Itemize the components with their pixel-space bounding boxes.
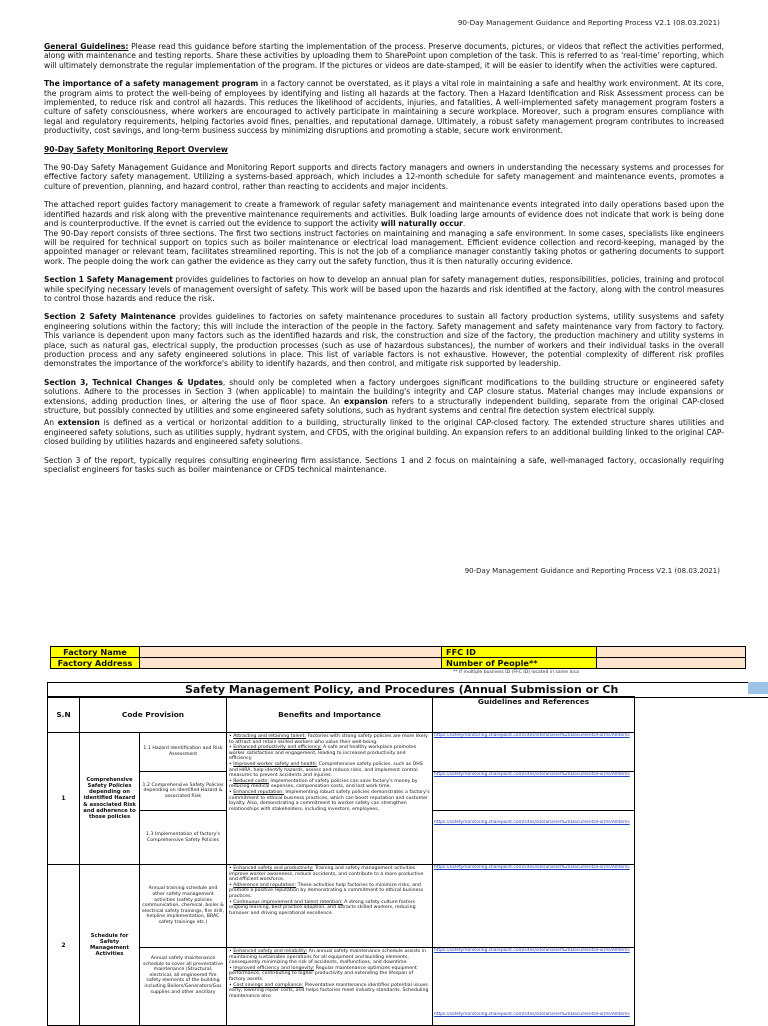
header-benefits: Benefits and Importance — [226, 696, 433, 733]
guidance-text — [44, 42, 724, 483]
row1-sub-2: 1.2 Comprehensive Safety Policies depending on identified Hazard & associated Risk — [139, 771, 227, 811]
section3-paragraph: Section 3, Technical Changes & Updates, should only be completed when a factory undergoes significant modifications to the building structure or engineered safety solutions. Adhere to the processes in Section 3 (when applicable) to maintain the building's integrity and CAP closure status. Material changes may include expansions or extensions, adding production lines, or altering the use of floor space. An expansion refers to a structurally independent building, separate from the original CAP-closed structure, but possibly connected by utilities and some engineered safety solutions, such as hydrant systems and central fire detection system electrical supply. — [44, 377, 725, 415]
guideline-link[interactable]: https://safetymonitoring.sharepoint.com/sites/site/Shared%20Documents/Forms/AllItems — [434, 820, 630, 825]
benefit-item: • Adherence and reputation: These activities help factories to minimize risks, and promote a positive reputation by demonstrating a commitment to ethical business practices. — [229, 882, 424, 899]
benefit-item: • Enhanced reputation: Implementing robust safety policies demonstrates a factory's commitment to ethical business practices, which can boost reputation and customer loyalty. Also, demonstrating a commitment to worker safety can strengthen relationships with stakeholders, including investors, employees, — [229, 789, 430, 812]
policy-table — [47, 696, 768, 1024]
factory-name-field[interactable] — [140, 647, 442, 658]
guideline-link[interactable]: https://safetymonitoring.sharepoint.com/sites/site/Shared%20Documents/Forms/AllItems — [434, 733, 630, 738]
benefit-item: • Enhanced safety and reliability: An annual safety maintenance schedule assists in maintaining sustainable operations for all equipment and building elements, consequently minimizing the risk of accidents, malfunctions, and downtime. — [229, 949, 426, 966]
row1-guideline-1 — [432, 732, 635, 772]
factory-name-label: Factory Name — [51, 647, 140, 658]
row1-sn: 1 — [47, 732, 80, 865]
multi-business-note: ** If multiple business ID (FFC ID) located in same loca — [453, 670, 579, 675]
header-guidelines: Guidelines and References — [432, 696, 635, 733]
ffc-id-label: FFC ID — [442, 647, 597, 658]
ffc-id-field[interactable] — [597, 647, 746, 658]
benefit-item: • Attracting and retaining talent: Factories with strong safety policies are more likely to attract and retain skilled workers who value their well-being. — [229, 734, 428, 745]
factory-info-table — [50, 646, 746, 669]
benefit-item: • Enhanced safety and productivity: Training and safety management activities improve worker awareness, reduce accidents, and contribute to a more productive and efficient workforce. — [229, 866, 424, 883]
benefit-item: • Improved efficiency and longevity: Regular maintenance optimizes equipment performance, contributing to higher productivity and extending the lifespan of factory assets. — [229, 965, 417, 982]
guideline-link[interactable]: https://safetymonitoring.sharepoint.com/sites/site/Shared%20Documents/Forms/AllItems — [434, 948, 630, 953]
factory-address-label: Factory Address — [51, 658, 140, 669]
page-header: 90-Day Management Guidance and Reporting Process V2.1 (08.03.2021) — [457, 18, 720, 27]
benefit-item: • Improved worker safety and health: Comprehensive safety policies, such as OHS and HIRA, help identify hazards, assess and reduce risks, and implement control measures to prevent accidents and injuries. — [229, 761, 423, 779]
guideline-link[interactable]: https://safetymonitoring.sharepoint.com/sites/site/Shared%20Documents/Forms/AllItems — [434, 1012, 630, 1017]
row2-sub-2: Annual safety maintenance schedule to cover all preventative maintenance (Structural, electrical, all engineered fire safety elements of the building including Boilers/Generators/Gas supplies and other ancillary — [139, 947, 227, 1026]
table-title: Safety Management Policy, and Procedures (Annual Submission or Ch — [185, 683, 619, 696]
benefit-item: • Continuous improvement and talent retention: A strong safety culture fosters ongoing learning, best practice adoption, and attracts skilled workers, reducing turnover and driving operational excellence. — [229, 899, 416, 916]
overview-paragraph: The 90-Day Safety Management Guidance and Monitoring Report supports and directs factory managers and owners in understanding the necessary systems and processes for effective factory safety management. Utilizing a systems-based approach, which includes a 12-month schedule for safety management and maintenance events, promotes a culture of prevention, planning, and hazard control, rather than reacting to accidents and major incidents. — [44, 163, 724, 191]
sections-paragraph: The 90-Day report consists of three sections. The first two sections instruct factories on maintaining and managing a safe environment. In some cases, specialists like engineers will be required for technical support on topics such as boiler maintenance or electrical load management. Efficient evidence collection and record-keeping, managed by the appointed manager or relevant team, facilitates streamlined reporting. This is not the job of a compliance manager constantly taking photos or gathering documents to support work. The people doing the work can gather the evidence as they carry out the safety function, thus it is then naturally occuring evidence. — [44, 228, 724, 266]
row2-guideline-1 — [432, 864, 635, 948]
benefit-item: • Enhanced productivity and efficiency: A safe and healthy workplace promotes worker satisfaction and engagement, leading to increased productivity and efficiency. — [229, 745, 417, 762]
row2-benefits-a — [226, 864, 433, 948]
people-count-label: Number of People** — [442, 658, 597, 669]
guideline-link[interactable]: https://safetymonitoring.sharepoint.com/sites/site/Shared%20Documents/Forms/AllItems — [434, 865, 630, 870]
row1-main-provision: Comprehensive Safety Policies depending on identified Hazard & associated Risk and adherence to those policies — [79, 732, 140, 865]
row1-sub-3: 1.3 Implementation of factory's Comprehensive Safety Policies — [139, 810, 227, 865]
benefit-item: • Cost savings and compliance: Preventative maintenance identifies potential issues early, lowering repair costs, and helps factories meet industry standards. Scheduling maintenance also — [229, 982, 429, 999]
people-count-field[interactable] — [597, 658, 746, 669]
importance-paragraph: The importance of a safety management program in a factory cannot be overstated, as it plays a vital role in maintaining a safe and healthy work environment. At its core, the program aims to protect the well-being of employees by identifying and listing all hazards at the factory. Then a Hazard Identification and Risk Assessment process can be implemented, to reduce risk and control all hazards. This reduces the likelihood of accidents, injuries, and fatalities. A well-implemented safety management program fosters a culture of safety consciousness, where workers are encouraged to actively participate in maintaining a secure workplace. Moreover, such a program ensures compliance with legal and regulatory requirements, helping factories avoid fines, penalties, and reputational damage. Ultimately, a robust safety management program contributes to increased productivity, cost savings, and long-term business success by minimizing disruptions and promoting a stable, secure work environment. — [44, 79, 724, 136]
section1-paragraph: Section 1 Safety Management provides guidelines to factories on how to develop an annual plan for safety management duties, responsibilities, policies, training and protocol while specifying necessary levels of management oversight of safety. This work will be based upon the hazards and risk identified at the factory, along with the control measures to control those hazards and reduce the risk. — [44, 275, 725, 303]
row2-sub-1: Annual training schedule and other safety management activities (safety policies communication, chemical, boiler & electrical safety trainings, fire drill, helpline implementation, BRAC safety trainings etc.) — [139, 864, 227, 948]
overview-heading: 90-Day Safety Monitoring Report Overview — [44, 144, 228, 154]
row1-benefits — [226, 732, 433, 865]
row1-sub-1: 1.1 Hazard Identification and Risk Assessment — [139, 732, 227, 772]
row1-guideline-3 — [432, 810, 635, 865]
header-sn: S.N — [47, 696, 80, 733]
header-code-provision: Code Provision — [79, 696, 227, 733]
extension-paragraph: An extension is defined as a vertical or horizontal addition to a building, structurally linked to the original CAP-closed factory. The extended structure shares utilities and engineered safety solutions, such as utilities supply, hydrant system, and CFDS, with the original building. An expansion refers to an additional building linked to the original CAP-closed building by utilities hazards and engineered safety solutions. — [44, 418, 725, 447]
benefit-item: • Reduced costs: Implementation of safety policies can save factory's money by reducing medical expenses, compensation costs, and lost work time. — [229, 778, 418, 790]
row2-benefits-b — [226, 947, 433, 1026]
factory-address-field[interactable] — [140, 658, 442, 669]
guideline-link[interactable]: https://safetymonitoring.sharepoint.com/sites/site/Shared%20Documents/Forms/AllItems — [434, 772, 630, 777]
general-guidelines: General Guidelines: Please read this guidance before starting the implementation of the process. Preserve documents, pictures, or videos that reflect the activities performed, along with maintenance and testing reports. Share these activities by uploading them to SharePoint upon completion of the task. This is referred to as 'real-time' reporting, which will ultimately demonstrate the regular implementation of the program. If the pictures or videos are date-stamped, it will be easier to identify when the activities were captured. — [44, 42, 724, 70]
last-paragraph: Section 3 of the report, typically requires consulting engineering firm assistance. Sections 1 and 2 focus on maintaining a safe, well-managed factory, occasionally requiring specialist engineers for tasks such as boiler maintenance or CFDS technical maintenance. — [44, 455, 724, 475]
row2-main-provision: Schedule for Safety Management Activities — [79, 864, 140, 1026]
row1-guideline-2 — [432, 771, 635, 811]
row2-sn: 2 — [47, 864, 80, 1026]
section2-paragraph: Section 2 Safety Maintenance provides guidelines to factories on safety maintenance procedures to sustain all factory production systems, utility susystems and safety engineering solutions within the factory; this will include the interaction of the people in the factory. Safety management and safety maintenance vary from factory to factory. This variance is dependent upon many factors such as the identified hazards and risk, the construction and size of the factory, the production machinery and utility systems in place, such as natural gas, electrical supply, the production processes (such as use of hazardous substances), the number of workers and their individual tasks in the overall production process and any safety engineered solutions in place. This list of variable factors is not exhaustive. However, the potential complexity of different risk profiles demonstrates the importance of the workforce's ability to identify hazards, and then control, and mitigate risk supported by leadership. — [44, 312, 724, 369]
page-footer: 90-Day Management Guidance and Reporting Process V2.1 (08.03.2021) — [464, 567, 720, 575]
report-paragraph: The attached report guides factory management to create a framework of regular safety management and maintenance events integrated into daily operations based upon the identified hazards and risk along with the preventive maintenance requirements and activities. Bulk loading large amounts of evidence does not indicate that work is being done and is counterproductive. If the evnet is carried out the evidence to support the activity will naturally occur. — [44, 200, 724, 229]
